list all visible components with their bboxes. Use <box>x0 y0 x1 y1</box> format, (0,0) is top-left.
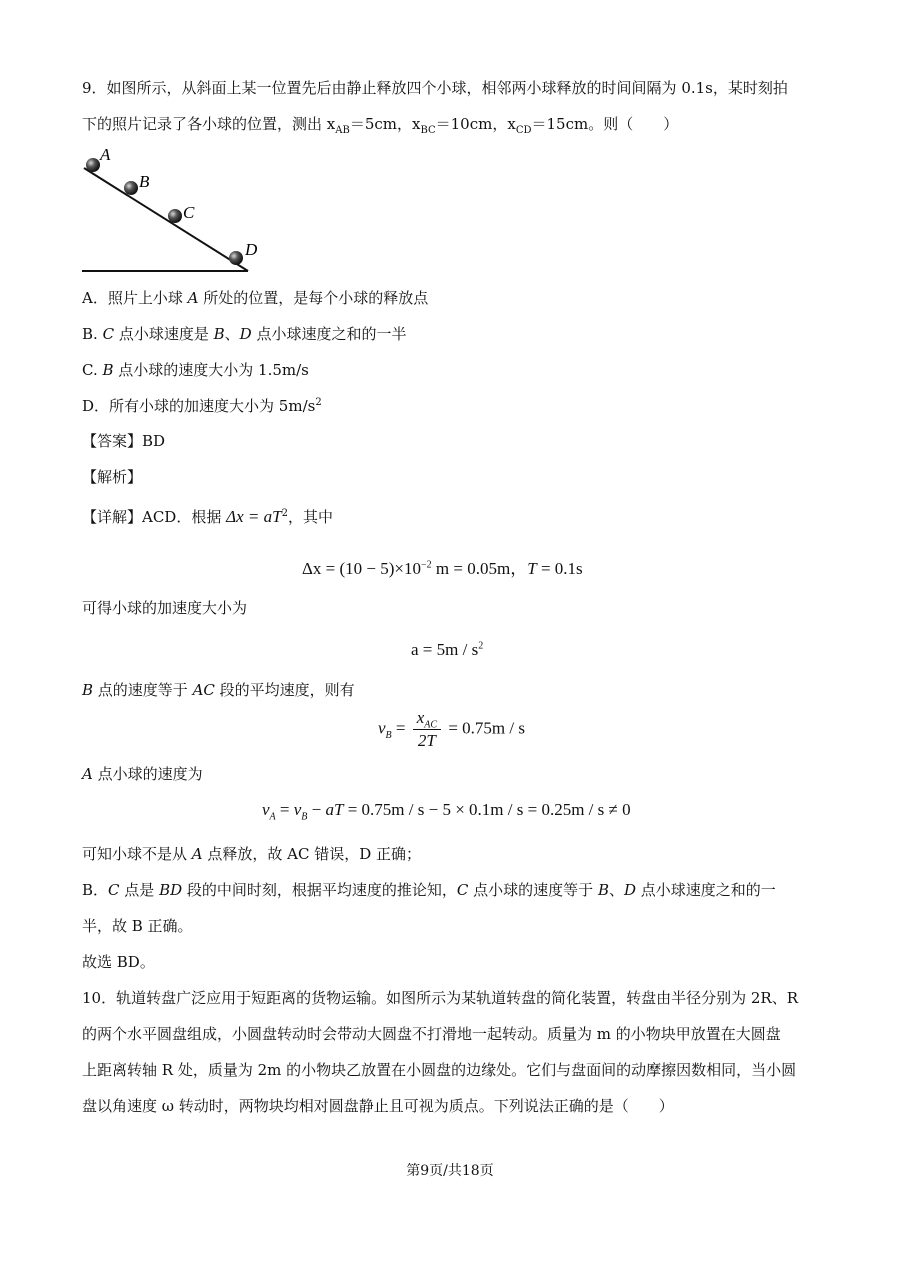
eq1-main: Δx = (10 − 5)×10 <box>302 559 422 578</box>
conclusion1-suffix: 点释放，故 AC 错误，D 正确； <box>202 845 422 863</box>
equation-va: $v_A = v_B$ − aT = 0.75m / s − 5 × 0.1m / s = 0.25m / s ≠ 0 <box>262 800 631 823</box>
eq2-sup: 2 <box>478 640 484 652</box>
label-b: B <box>139 172 150 191</box>
option-a-suffix: 所处的位置，是每个小球的释放点 <box>198 289 429 307</box>
text-b-suffix: 段的平均速度，则有 <box>214 681 355 699</box>
option-c-var: B <box>102 361 114 379</box>
option-b-prefix: B. <box>82 325 103 343</box>
detail-suffix: ，其中 <box>287 508 333 526</box>
conclusion2-prefix: B． <box>82 881 109 899</box>
conclusion1-var: A <box>191 845 203 863</box>
option-b-var2: B <box>213 325 225 343</box>
conclusion2-var5: D <box>623 881 637 899</box>
incline-figure <box>78 140 278 280</box>
incline-slope <box>84 168 248 271</box>
eq4-vb-sub: B <box>301 811 308 823</box>
q9-stem-text: 下的照片记录了各小球的位置，测出 x <box>82 115 336 133</box>
option-b-mid: 点小球速度是 <box>114 325 214 343</box>
q9-option-d <box>82 396 322 416</box>
conclusion2-var1: C <box>108 881 120 899</box>
conclusion-line3: 半，故 B 正确。 <box>82 917 193 935</box>
eq3-num-sub: AC <box>424 719 438 731</box>
conclusion2-suffix: 点小球速度之和的一 <box>636 881 776 899</box>
text-b-mid: 点的速度等于 <box>93 681 193 699</box>
conclusion-line2 <box>82 880 776 900</box>
label-d: D <box>245 240 258 259</box>
q9-sub-cd: CD <box>515 125 532 136</box>
q9-option-c <box>82 360 309 380</box>
ball-c <box>168 209 182 223</box>
text-b-var: AC <box>192 681 215 699</box>
page-footer: 第9页/共18页 <box>406 1163 494 1179</box>
option-d-text: D．所有小球的加速度大小为 5m/s <box>82 397 316 415</box>
option-b-mid2: 、 <box>224 325 240 343</box>
eq3-fraction <box>413 708 441 751</box>
option-b-var1: C <box>102 325 115 343</box>
eq4-vb: v <box>293 800 302 819</box>
eq3-equals: = <box>395 718 406 738</box>
eq3-lhs-sub: B <box>385 729 392 741</box>
conclusion2-mid2: 段的中间时刻，根据平均速度的推论知， <box>182 881 457 899</box>
conclusion2-var4: B <box>597 881 609 899</box>
option-a-prefix: A．照片上小球 <box>82 289 188 307</box>
q9-sub-bc: BC <box>420 125 436 136</box>
conclusion1-prefix: 可知小球不是从 <box>82 845 192 863</box>
q10-line2: 的两个水平圆盘组成，小圆盘转动时会带动大圆盘不打滑地一起转动。质量为 m 的小物块甲放置在大圆盘 <box>82 1025 781 1043</box>
option-c-suffix: 点小球的速度大小为 1.5m/s <box>113 361 309 379</box>
eq4-va: v <box>262 800 270 819</box>
q9-bc-value: ＝10cm，x <box>435 115 516 133</box>
q9-stem-line2 <box>82 114 678 134</box>
option-d-sup: 2 <box>315 397 322 408</box>
q9-answer: 【答案】BD <box>82 432 166 450</box>
equation-vb <box>378 708 525 751</box>
q9-cd-value: ＝15cm。则（ ） <box>531 115 679 133</box>
option-b-var3: D <box>239 325 252 343</box>
equation-acceleration <box>411 640 483 660</box>
conclusion2-mid3: 点小球的速度等于 <box>468 881 598 899</box>
eq3-den: 2T <box>417 731 436 750</box>
q10-line3: 上距离转轴 R 处，质量为 2m 的小物块乙放置在小圆盘的边缘处。它们与盘面间的动摩擦因数相同，当小圆 <box>82 1061 797 1079</box>
ball-b <box>124 181 138 195</box>
text-a-velocity <box>82 764 203 784</box>
option-b-suffix: 点小球速度之和的一半 <box>251 325 407 343</box>
eq3-rhs: = 0.75m / s <box>448 718 525 738</box>
conclusion2-var3: C <box>456 881 469 899</box>
equation-delta-x <box>302 554 583 579</box>
q9-ab-value: ＝5cm，x <box>349 115 421 133</box>
q9-option-b <box>82 324 406 344</box>
text-b-velocity <box>82 680 355 700</box>
option-a-var: A <box>187 289 199 307</box>
final-answer-line: 故选 BD。 <box>82 953 155 971</box>
detail-formula-sup: 2 <box>281 508 288 519</box>
text-a-var: A <box>82 765 93 783</box>
eq1-sup: −2 <box>421 559 432 571</box>
conclusion2-mid4: 、 <box>608 881 624 899</box>
q9-detail-line <box>82 507 333 527</box>
q9-option-a <box>82 288 428 308</box>
eq4-at: aT <box>325 800 344 819</box>
label-c: C <box>183 203 195 222</box>
label-a: A <box>100 145 111 164</box>
conclusion-line1 <box>82 844 421 864</box>
q9-analysis-heading: 【解析】 <box>82 468 143 486</box>
option-c-prefix: C. <box>82 361 103 379</box>
eq1-tail: m = 0.05m， <box>431 559 528 578</box>
q10-line1: 10．轨道转盘广泛应用于短距离的货物运输。如图所示为某轨道转盘的简化装置，转盘由半径分别为 2R、R <box>82 989 798 1007</box>
ball-a <box>86 158 100 172</box>
eq1-t-val: = 0.1s <box>536 559 583 578</box>
text-acceleration: 可得小球的加速度大小为 <box>82 599 248 617</box>
conclusion2-mid1: 点是 <box>119 881 160 899</box>
detail-prefix: 【详解】ACD．根据 <box>82 508 222 526</box>
q9-sub-ab: AB <box>335 125 350 136</box>
eq3-lhs: v <box>378 718 386 738</box>
text-a-suffix: 点小球的速度为 <box>92 765 203 783</box>
eq3-num: x <box>416 708 425 727</box>
eq2-main: a = 5m / s <box>411 640 479 659</box>
text-b-prefix: B <box>82 681 94 699</box>
conclusion2-var2: BD <box>159 881 183 899</box>
ball-d <box>229 251 243 265</box>
q9-stem-line1: 9．如图所示，从斜面上某一位置先后由静止释放四个小球，相邻两小球释放的时间间隔为 0.1s，某时刻拍 <box>82 79 788 97</box>
eq4-rest: = 0.75m / s − 5 × 0.1m / s = 0.25m / s ≠ 0 <box>347 800 631 819</box>
detail-formula: Δx = aT <box>226 507 282 526</box>
q10-line4: 盘以角速度 ω 转动时，两物块均相对圆盘静止且可视为质点。下列说法正确的是（ ） <box>82 1097 674 1115</box>
eq1-t: T <box>527 559 537 578</box>
eq4-va-sub: A <box>269 811 276 823</box>
